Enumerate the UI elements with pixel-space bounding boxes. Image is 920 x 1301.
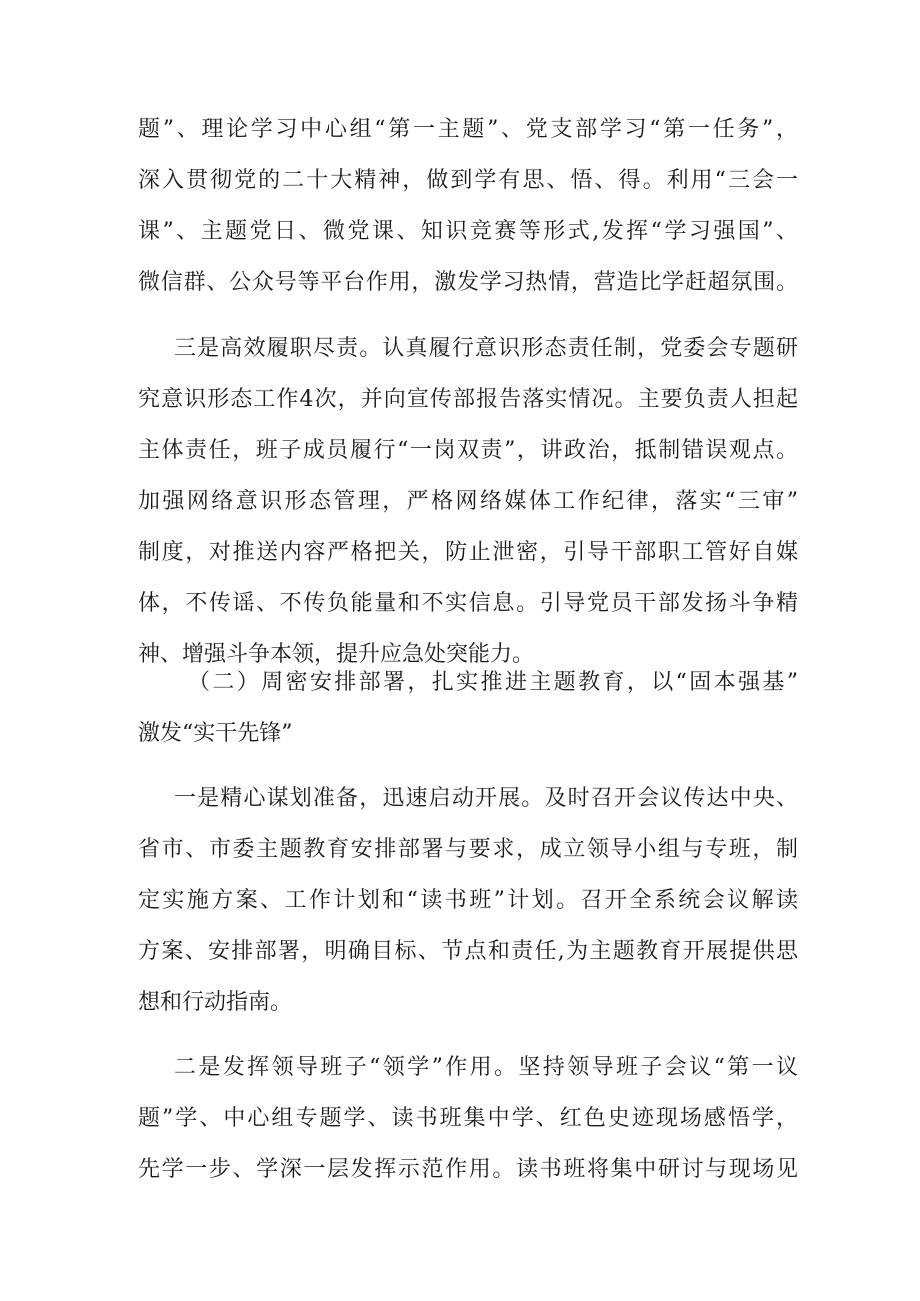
text-line: 题”学、中心组专题学、读书班集中学、红色史迹现场感悟学， (138, 1106, 798, 1131)
text-line: 体，不传谣、不传负能量和不实信息。引导党员干部发扬斗争精 (138, 591, 798, 616)
text-line: 先学一步、学深一层发挥示范作用。读书班将集中研讨与现场见 (138, 1157, 798, 1182)
text-line: 课”、主题党日、微党课、知识竞赛等形式,发挥“学习强国”、 (138, 219, 798, 244)
text-line: 省市、市委主题教育安排部署与要求，成立领导小组与专班，制 (138, 837, 798, 862)
section-heading: （二）周密安排部署，扎实推进主题教育，以“固本强基” (188, 670, 798, 695)
text-line: 一是精心谋划准备，迅速启动开展。及时召开会议传达中央、 (174, 786, 798, 811)
text-line: 制度，对推送内容严格把关，防止泄密，引导干部职工管好自媒 (138, 540, 798, 565)
text-line: 主体责任，班子成员履行“一岗双责”，讲政治，抵制错误观点。 (138, 438, 798, 463)
text-line: 二是发挥领导班子“领学”作用。坚持领导班子会议“第一议 (174, 1055, 798, 1080)
text-line: 深入贯彻党的二十大精神，做到学有思、悟、得。利用“三会一 (138, 168, 798, 193)
section-heading: 激发“实干先锋” (138, 721, 293, 746)
text-line: 神、增强斗争本领，提升应急处突能力。 (138, 642, 535, 667)
text-line: 三是高效履职尽责。认真履行意识形态责任制，党委会专题研 (174, 336, 798, 361)
text-line: 微信群、公众号等平台作用，激发学习热情，营造比学赶超氛围。 (138, 270, 798, 295)
text-line: 方案、安排部署，明确目标、节点和责任,为主题教育开展提供思 (138, 939, 798, 964)
text-line: 定实施方案、工作计划和“读书班”计划。召开全系统会议解读 (138, 888, 798, 913)
text-line: 究意识形态工作4次，并向宣传部报告落实情况。主要负责人担起 (138, 387, 798, 412)
text-line: 题”、理论学习中心组“第一主题”、党支部学习“第一任务”， (138, 117, 798, 142)
text-line: 加强网络意识形态管理，严格网络媒体工作纪律，落实“三审” (138, 489, 798, 514)
text-line: 想和行动指南。 (138, 990, 293, 1015)
